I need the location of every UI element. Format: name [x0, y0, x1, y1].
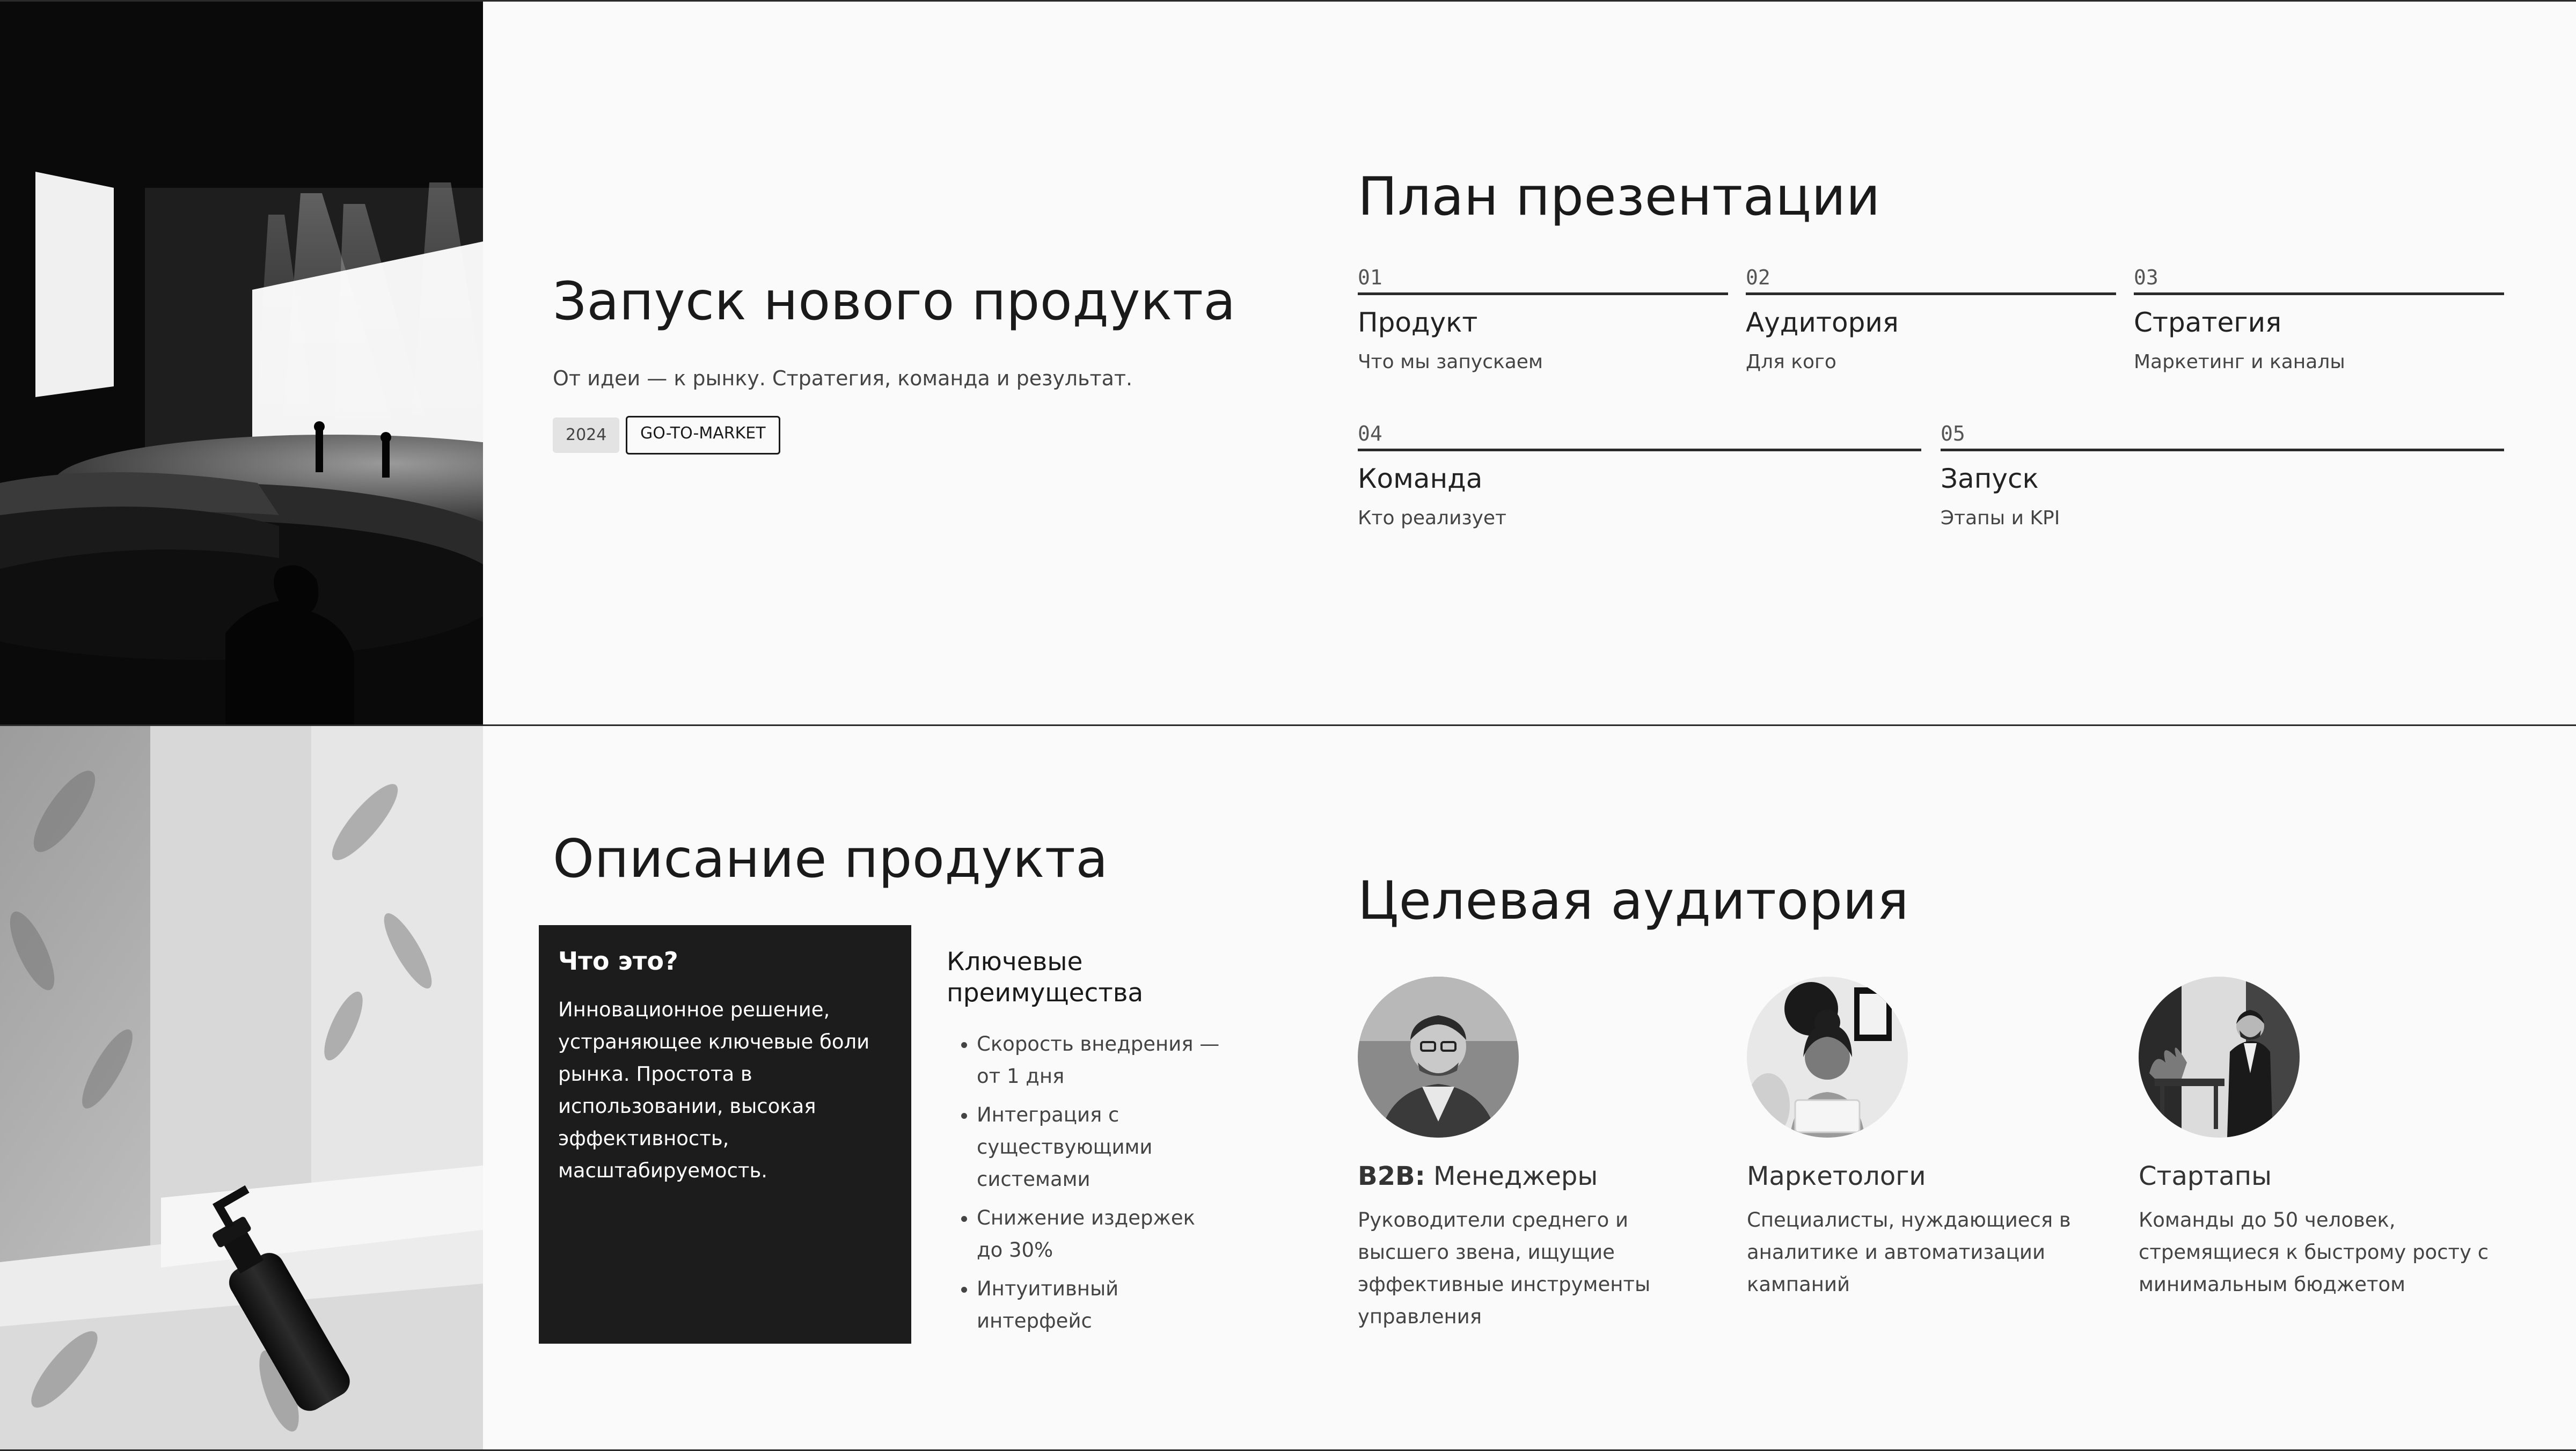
audience-desc: Команды до 50 человек, стремящиеся к быстрому росту с минимальным бюджетом: [2139, 1208, 2489, 1296]
gtm-badge: GO-TO-MARKET: [626, 416, 780, 455]
plan-step-03: [2134, 266, 2504, 373]
step-title: Аудитория: [1746, 307, 1899, 338]
benefit-item: • Интуитивный интерфейс: [977, 1273, 1226, 1337]
role-prefix: B2B:: [1358, 1161, 1425, 1191]
step-desc: Что мы запускаем: [1358, 351, 1543, 373]
step-divider: [1941, 449, 2504, 451]
audience-role: [1747, 1161, 2112, 1191]
step-number: 05: [1941, 422, 1965, 445]
audience-card-marketers: [1747, 977, 2112, 1301]
card-body: Инновационное решение, устраняющее ключевые боли рынка. Простота в использовании, высокая эффективность, масштабируемость.: [558, 998, 870, 1182]
audience-role: [1358, 1161, 1723, 1191]
audience-role: [2139, 1161, 2504, 1191]
product-slide[interactable]: [0, 726, 1288, 1451]
step-divider: [1358, 292, 1728, 295]
plan-step-04: [1358, 422, 1921, 529]
benefit-item: • Скорость внедрения — от 1 дня: [977, 1028, 1226, 1093]
title-slide[interactable]: [0, 0, 1288, 726]
step-desc: Маркетинг и каналы: [2134, 351, 2345, 373]
step-number: 03: [2134, 266, 2158, 289]
step-title: Продукт: [1358, 307, 1478, 338]
step-divider: [1746, 292, 2116, 295]
benefits-list: [947, 947, 1226, 1344]
marketer-avatar: [1747, 977, 1908, 1138]
step-title: Запуск: [1941, 463, 2039, 494]
product-heading: Описание продукта: [553, 829, 1108, 890]
product-bottle-photo: [0, 726, 483, 1451]
card-title: Что это?: [558, 947, 678, 976]
role-name: Стартапы: [2139, 1161, 2272, 1191]
title-subtitle: От идеи — к рынку. Стратегия, команда и результат.: [553, 367, 1133, 390]
title-heading: Запуск нового продукта: [553, 271, 1236, 332]
plan-step-05: [1941, 422, 2504, 529]
year-badge: 2024: [553, 417, 619, 453]
slide-row-divider: [0, 724, 2576, 726]
step-desc: Кто реализует: [1358, 507, 1507, 529]
plan-slide[interactable]: [1288, 0, 2576, 726]
audience-slide[interactable]: [1288, 726, 2576, 1451]
plan-heading: План презентации: [1358, 166, 1880, 228]
top-border: [0, 0, 2576, 2]
step-number: 01: [1358, 266, 1382, 289]
benefit-item: • Интеграция с существующими системами: [977, 1099, 1226, 1196]
step-number: 02: [1746, 266, 1770, 289]
audience-heading: Целевая аудитория: [1358, 870, 1909, 932]
benefit-item: • Снижение издержек до 30%: [977, 1202, 1226, 1266]
step-divider: [1358, 449, 1921, 451]
step-title: Стратегия: [2134, 307, 2282, 338]
startup-avatar: [2139, 977, 2300, 1138]
plan-step-01: [1358, 266, 1728, 373]
audience-desc: Руководители среднего и высшего звена, ищущие эффективные инструменты управления: [1358, 1208, 1651, 1328]
role-name: Менеджеры: [1425, 1161, 1598, 1191]
step-divider: [2134, 292, 2504, 295]
step-desc: Для кого: [1746, 351, 1836, 373]
what-is-it-card: [539, 925, 911, 1344]
role-name: Маркетологи: [1747, 1161, 1926, 1191]
step-number: 04: [1358, 422, 1382, 445]
step-title: Команда: [1358, 463, 1483, 494]
audience-desc: Специалисты, нуждающиеся в аналитике и автоматизации кампаний: [1747, 1208, 2071, 1296]
stage-photo: [0, 0, 483, 726]
benefits-title: Ключевые преимущества: [947, 947, 1144, 1008]
step-desc: Этапы и KPI: [1941, 507, 2060, 529]
audience-card-startups: [2139, 977, 2504, 1301]
plan-step-02: [1746, 266, 2116, 373]
manager-avatar: [1358, 977, 1519, 1138]
audience-card-managers: [1358, 977, 1723, 1333]
